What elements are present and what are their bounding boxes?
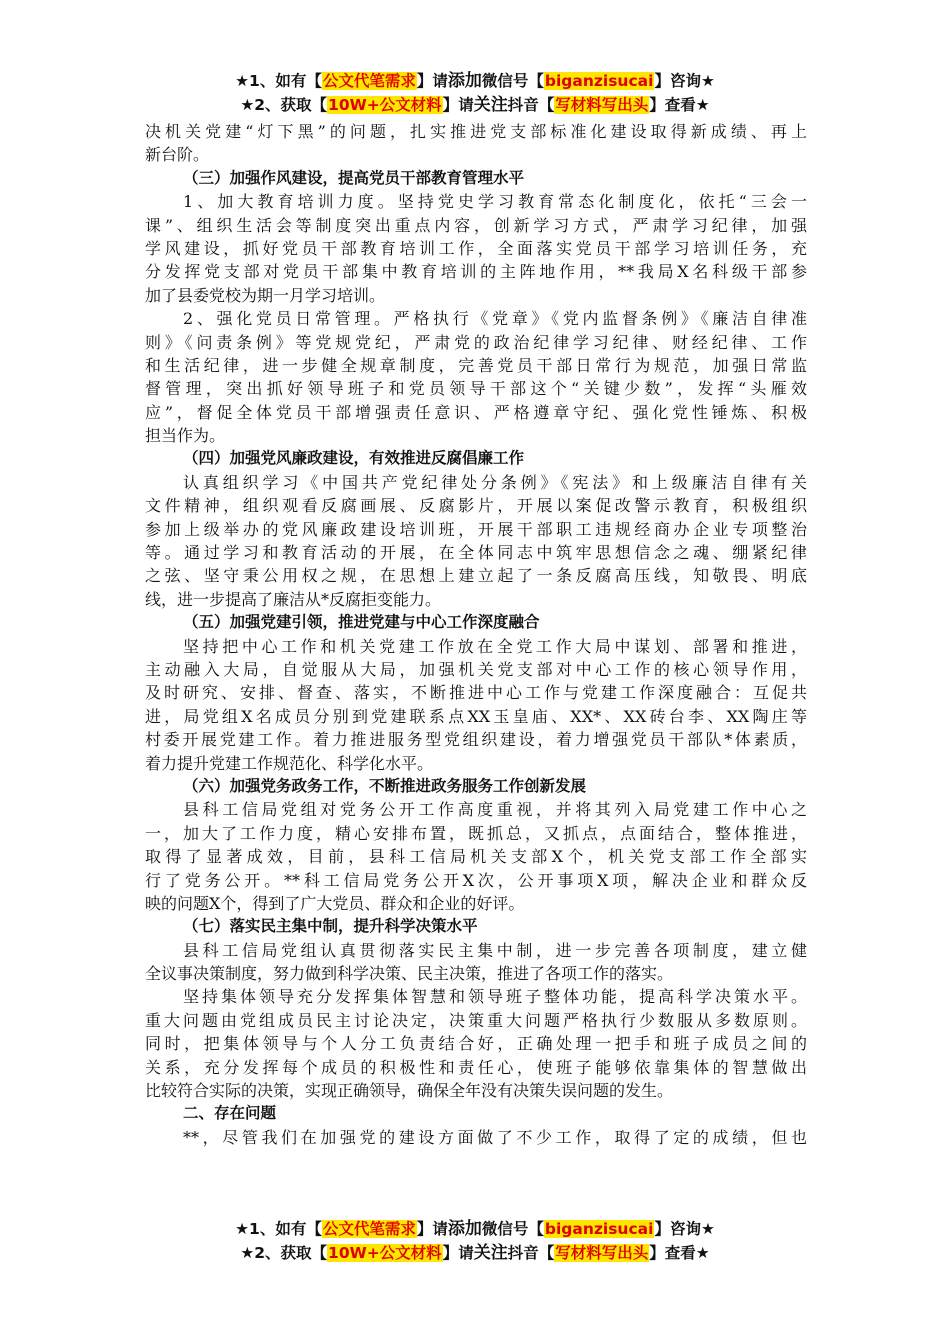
highlight-materials: 10W+公文材料: [328, 96, 442, 114]
text-line: 1、加大教育培训力度。坚持党史学习教育常态化制度化，依托“三会一: [183, 192, 807, 212]
text-line: 同时，把集体领导与个人分工负责结合好，正确处理一把手和班子成员之间的: [145, 1034, 807, 1054]
text-line: 全议事决策制度，努力做到科学决策、民主决策，推进了各项工作的落实。: [145, 964, 674, 984]
section-heading: （四）加强党风廉政建设，有效推进反腐倡廉工作: [183, 449, 525, 468]
section-heading: 二、存在问题: [183, 1104, 277, 1123]
text-line: 等。通过学习和教育活动的开展，在全体同志中筑牢思想信念之魂、绷紧纪律: [145, 543, 807, 563]
text-line: 分发挥党支部对党员干部集中教育培训的主阵地作用，**我局X名科级干部参: [145, 262, 807, 282]
highlight-service: 公文代笔需求: [322, 72, 416, 90]
text-line: 认真组织学习《中国共产党纪律处分条例》《宪法》和上级廉洁自律有关: [183, 472, 807, 492]
text-line: 和生活纪律，进一步健全规章制度，完善党员干部日常行为规范，加强日常监: [145, 355, 807, 375]
text-line: 则》《问责条例》等党规党纪，严肃党的政治纪律学习纪律、财经纪律、工作: [145, 332, 807, 352]
text-line: 着力提升党建工作规范化、科学化水平。: [145, 753, 434, 773]
text-line: 之弦、坚守秉公用权之规，在思想上建立起了一条反腐高压线，知敬畏、明底: [145, 566, 807, 586]
text-line: 县科工信局党组认真贯彻落实民主集中制，进一步完善各项制度，建立健: [183, 940, 807, 960]
text-line: 线，进一步提高了廉洁从*反腐拒变能力。: [145, 589, 442, 609]
text-line: 决机关党建“灯下黑”的问题，扎实推进党支部标准化建设取得新成绩、再上: [145, 122, 807, 141]
section-heading: （六）加强党务政务工作，不断推进政务服务工作创新发展: [183, 776, 587, 795]
text-line: 担当作为。: [145, 426, 226, 446]
text-line: 督管理，突出抓好领导班子和党员领导干部这个“关键少数”，发挥“头雁效: [145, 379, 807, 399]
text-line: 进，局党组X名成员分别到党建联系点XX玉皇庙、XX*、XX砖台李、XX陶庄等: [145, 706, 807, 726]
text-line: 参加上级举办的党风廉政建设培训班，开展干部职工违规经商办企业专项整治: [145, 519, 807, 539]
text-line: **，尽管我们在加强党的建设方面做了不少工作，取得了定的成绩，但也: [183, 1127, 807, 1147]
text-line: 加了县委党校为期一月学习培训。: [145, 285, 386, 305]
section-heading: （五）加强党建引领，推进党建与中心工作深度融合: [183, 613, 540, 632]
section-heading: （七）落实民主集中制，提升科学决策水平: [183, 917, 478, 936]
text-line: 主动融入大局，自觉服从大局，加强机关党支部对中心工作的核心领导作用，: [145, 659, 807, 679]
highlight-service: 公文代笔需求: [322, 1220, 416, 1238]
highlight-douyin-id: 写材料写出头: [555, 1244, 649, 1262]
banner-bottom-2: ★2、获取【10W+公文材料】请关注抖音【写材料写出头】查看★: [240, 1243, 710, 1263]
text-line: 取得了显著成效，目前，县科工信局机关支部X个，机关党支部工作全部实: [145, 847, 807, 867]
banner-top-2: ★2、获取【10W+公文材料】请关注抖音【写材料写出头】查看★: [240, 95, 710, 115]
banner-top-1: ★1、如有【公文代笔需求】请添加微信号【biganzisucai】咨询★: [235, 71, 715, 91]
text-line: 行了党务公开。**科工信局党务公开X次，公开事项X项，解决企业和群众反: [145, 870, 807, 890]
text-line: 一，加大了工作力度，精心安排布置，既抓总，又抓点，点面结合，整体推进，: [145, 823, 807, 843]
highlight-wechat-id: biganzisucai: [544, 72, 654, 90]
text-line: 应”，督促全体党员干部增强责任意识、严格遵章守纪、强化党性锤炼、积极: [145, 402, 807, 422]
text-line: 村委开展党建工作。着力推进服务型党组织建设，着力增强党员干部队*体素质，: [145, 730, 807, 750]
banner-bottom-1: ★1、如有【公文代笔需求】请添加微信号【biganzisucai】咨询★: [235, 1219, 715, 1239]
highlight-materials: 10W+公文材料: [328, 1244, 442, 1262]
section-heading: （三）加强作风建设，提高党员干部教育管理水平: [183, 168, 525, 187]
text-line: 县科工信局党组对党务公开工作高度重视，并将其列入局党建工作中心之: [183, 800, 807, 820]
text-line: 新台阶。: [145, 145, 210, 165]
text-line: 及时研究、安排、督查、落实，不断推进中心工作与党建工作深度融合：互促共: [145, 683, 807, 703]
text-line: 映的问题X个，得到了广大党员、群众和企业的好评。: [145, 893, 525, 913]
text-line: 关系，充分发挥每个成员的积极性和责任心，使班子能够依靠集体的智慧做出: [145, 1057, 807, 1077]
highlight-wechat-id: biganzisucai: [544, 1220, 654, 1238]
highlight-douyin-id: 写材料写出头: [555, 96, 649, 114]
text-line: 比较符合实际的决策，实现正确领导，确保全年没有决策失误问题的发生。: [145, 1081, 674, 1101]
text-line: 学风建设，抓好党员干部教育培训工作，全面落实党员干部学习培训任务，充: [145, 238, 807, 258]
body-text: [145, 120, 807, 1149]
text-line: 重大问题由党组成员民主讨论决定，决策重大问题严格执行少数服从多数原则。: [145, 1010, 807, 1030]
text-line: 课”、组织生活会等制度突出重点内容，创新学习方式，严肃学习纪律，加强: [145, 215, 807, 235]
text-line: 坚持把中心工作和机关党建工作放在全党工作大局中谋划、部署和推进，: [183, 636, 807, 656]
text-line: 2、强化党员日常管理。严格执行《党章》《党内监督条例》《廉洁自律准: [183, 309, 807, 329]
text-line: 坚持集体领导充分发挥集体智慧和领导班子整体功能，提高科学决策水平。: [183, 987, 807, 1007]
text-line: 文件精神，组织观看反腐画展、反腐影片，开展以案促改警示教育，积极组织: [145, 496, 807, 516]
